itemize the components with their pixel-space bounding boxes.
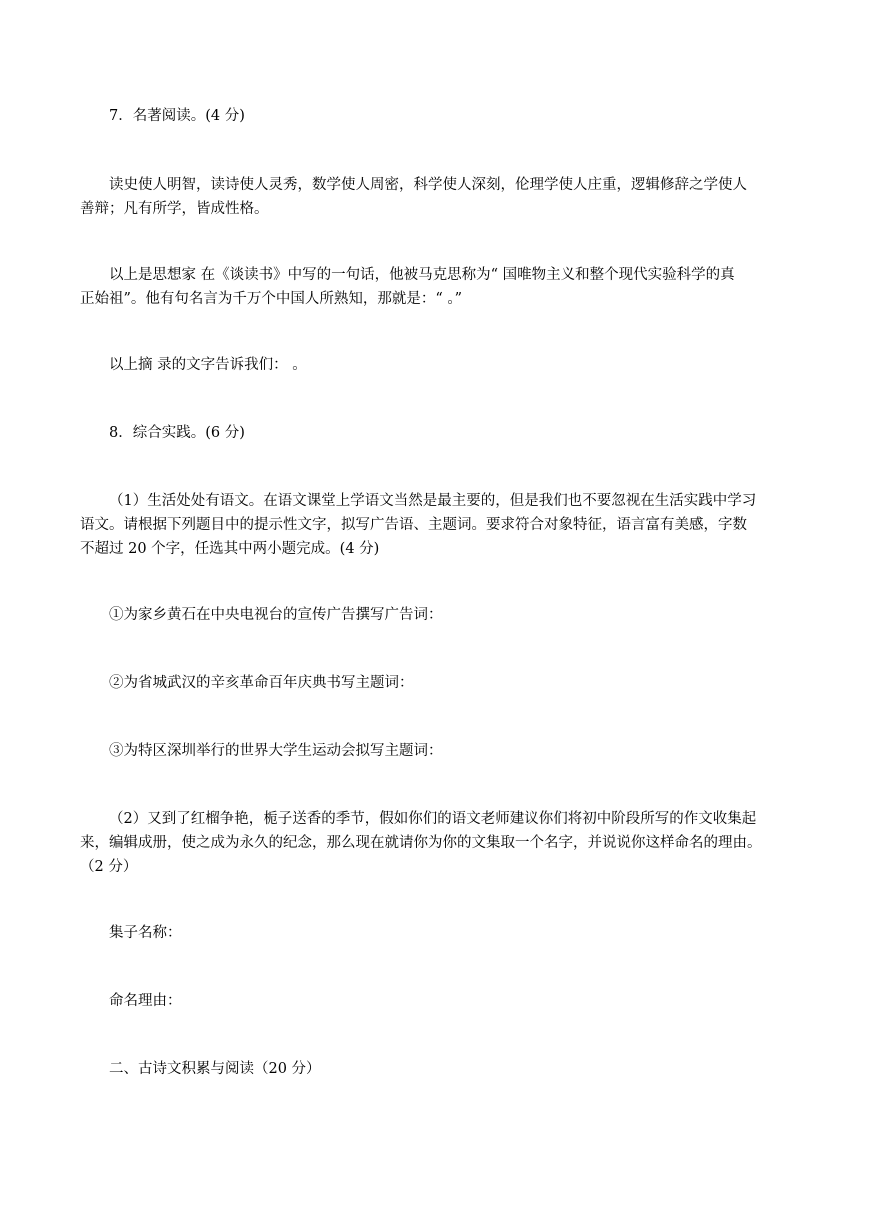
section-2-title: 二、古诗文积累与阅读（20 分） <box>109 1061 321 1077</box>
question-8-item-2: ②为省城武汉的辛亥革命百年庆典书写主题词： <box>109 675 414 691</box>
question-8-item-1: ①为家乡黄石在中央电视台的宣传广告撰写广告词： <box>109 607 443 623</box>
question-7-quote: 读史使人明智，读诗使人灵秀，数学使人周密，科学使人深刻，伦理学使人庄重，逻辑修辞之学使人 善辩；凡有所学，皆成性格。 <box>80 177 747 217</box>
question-8-item-3: ③为特区深圳举行的世界大学生运动会拟写主题词： <box>109 743 443 759</box>
question-8-part-2: （2）又到了红榴争艳，栀子送香的季节，假如你们的语文老师建议你们将初中阶段所写的作文收集起 来，编辑成册，使之成为永久的纪念，那么现在就请你为你的文集取一个名字，并说说你这样命名的理由。 （2 分） <box>80 811 762 875</box>
naming-reason-label: 命名理由： <box>109 993 182 1009</box>
question-8-part-1: （1）生活处处有语文。在语文课堂上学语文当然是最主要的，但是我们也不要忽视在生活实践中学习 语文。请根据下列题目中的提示性文字，拟写广告语、主题词。要求符合对象特征，语言富有美感，字数 不超过 20 个字，任选其中两小题完成。(4 分) <box>80 493 757 557</box>
question-7-intro: 以上是思想家 在《谈读书》中写的一句话，他被马克思称为“ 国唯物主义和整个现代实验科学的真 正始祖”。他有句名言为千万个中国人所熟知，那就是：“ 。” <box>80 267 735 307</box>
collection-name-label: 集子名称： <box>109 925 182 941</box>
question-7-title: 7．名著阅读。(4 分) <box>109 108 245 124</box>
question-8-title: 8．综合实践。(6 分) <box>109 425 245 441</box>
question-7-summary: 以上摘 录的文字告诉我们： 。 <box>109 357 307 373</box>
